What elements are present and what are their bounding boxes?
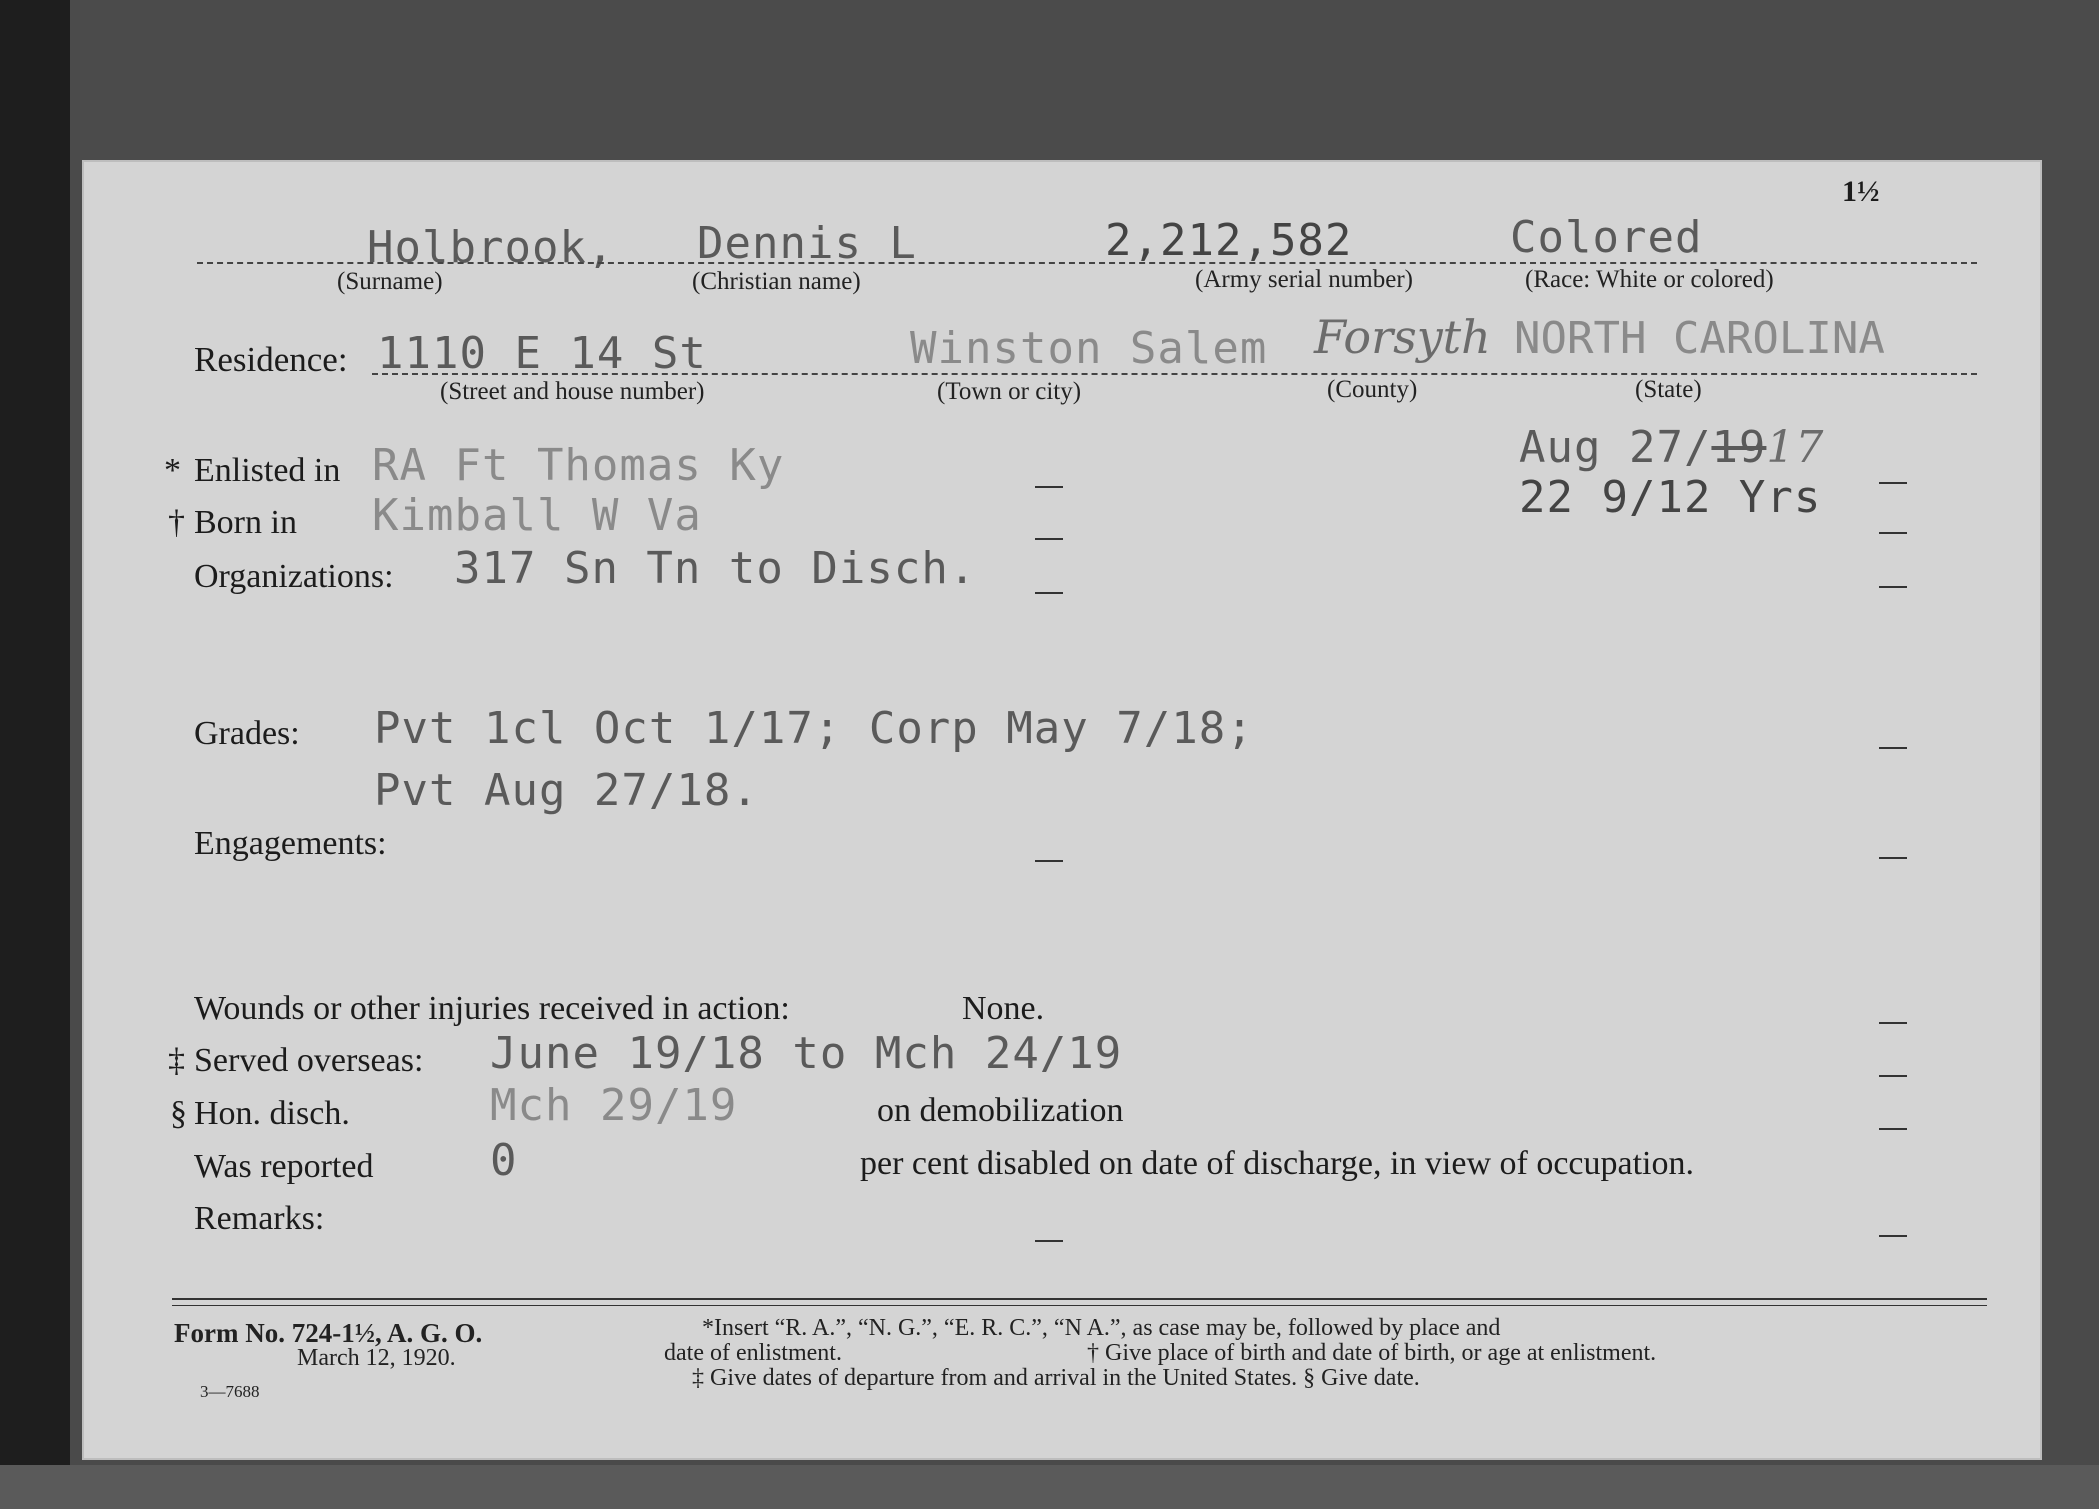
enlisted-value: RA Ft Thomas Ky bbox=[372, 440, 785, 491]
enlisted-date bbox=[1519, 422, 1824, 473]
print-code: 3—7688 bbox=[200, 1382, 260, 1401]
residence-line bbox=[372, 373, 1977, 375]
overseas-label: Served overseas: bbox=[194, 1042, 424, 1079]
enlisted-date-struck: 19 bbox=[1711, 422, 1767, 473]
county-caption: (County) bbox=[1327, 376, 1418, 403]
reported-value: 0 bbox=[490, 1135, 518, 1186]
discharge-reason: on demobilization bbox=[877, 1092, 1124, 1129]
residence-town: Winston Salem bbox=[910, 323, 1268, 374]
enlisted-dash bbox=[1035, 486, 1063, 488]
engagements-dash bbox=[1035, 860, 1063, 862]
discharge-date: Mch 29/19 bbox=[490, 1080, 738, 1131]
organizations-value: 317 Sn Tn to Disch. bbox=[454, 543, 977, 594]
record-card bbox=[82, 160, 2042, 1460]
remarks-dash-right bbox=[1879, 1235, 1907, 1237]
serial-number-value: 2,212,582 bbox=[1105, 215, 1353, 266]
organizations-dash-right bbox=[1879, 586, 1907, 588]
surname-caption: (Surname) bbox=[337, 268, 443, 295]
reported-text: per cent disabled on date of discharge, in view of occupation. bbox=[860, 1145, 1694, 1182]
reported-label: Was reported bbox=[194, 1148, 374, 1185]
grades-line1: Pvt 1cl Oct 1/17; Corp May 7/18; bbox=[374, 703, 1254, 754]
born-dash bbox=[1035, 538, 1063, 540]
born-mark: † bbox=[168, 504, 185, 541]
footnote-line2a: date of enlistment. bbox=[664, 1340, 842, 1366]
wounds-value: None. bbox=[962, 990, 1045, 1027]
race-caption: (Race: White or colored) bbox=[1525, 266, 1774, 293]
remarks-dash bbox=[1035, 1240, 1063, 1242]
enlisted-date-prefix: Aug 27/ bbox=[1519, 422, 1712, 473]
form-date: March 12, 1920. bbox=[297, 1345, 456, 1371]
remarks-label: Remarks: bbox=[194, 1200, 325, 1237]
residence-county: Forsyth bbox=[1314, 310, 1491, 364]
enlisted-mark: * bbox=[164, 452, 181, 489]
residence-street: 1110 E 14 St bbox=[377, 328, 707, 379]
grades-dash-right bbox=[1879, 747, 1907, 749]
background-edge bbox=[0, 0, 70, 1509]
footer-rule-top bbox=[172, 1298, 1987, 1300]
born-label: Born in bbox=[194, 504, 297, 541]
wounds-dash-right bbox=[1879, 1022, 1907, 1024]
born-age: 22 9/12 Yrs bbox=[1519, 472, 1822, 523]
christian-name-value: Dennis L bbox=[697, 218, 917, 269]
enlisted-date-suffix: 17 bbox=[1766, 422, 1825, 473]
name-line bbox=[197, 262, 1977, 264]
footnote-line1: *Insert “R. A.”, “N. G.”, “E. R. C.”, “N A.”, as case may be, followed by place and bbox=[702, 1315, 1501, 1341]
discharge-label: Hon. disch. bbox=[194, 1095, 350, 1132]
background-bottom bbox=[0, 1465, 2099, 1509]
discharge-mark: § bbox=[170, 1095, 187, 1132]
form-number: Form No. 724-1½, A. G. O. bbox=[174, 1318, 483, 1348]
state-caption: (State) bbox=[1635, 376, 1702, 403]
background-top bbox=[70, 0, 2099, 170]
footnote-line3: ‡ Give dates of departure from and arrival in the United States. § Give date. bbox=[692, 1365, 1420, 1391]
organizations-dash bbox=[1035, 592, 1063, 594]
christian-caption: (Christian name) bbox=[692, 268, 861, 295]
grades-label: Grades: bbox=[194, 715, 300, 752]
residence-label: Residence: bbox=[194, 340, 348, 379]
footer-rule-bottom bbox=[172, 1305, 1987, 1306]
surname-value: Holbrook, bbox=[367, 222, 615, 273]
town-caption: (Town or city) bbox=[937, 378, 1082, 405]
serial-caption: (Army serial number) bbox=[1195, 266, 1413, 293]
age-dash bbox=[1879, 482, 1907, 484]
enlisted-label: Enlisted in bbox=[194, 452, 341, 489]
overseas-value: June 19/18 to Mch 24/19 bbox=[490, 1028, 1123, 1079]
age-dash-2 bbox=[1879, 532, 1907, 534]
footnote-line2b: † Give place of birth and date of birth, or age at enlistment. bbox=[1087, 1340, 1657, 1366]
born-value: Kimball W Va bbox=[372, 490, 702, 541]
residence-state: NORTH CAROLINA bbox=[1514, 313, 1885, 364]
overseas-dash-right bbox=[1879, 1075, 1907, 1077]
grades-line2: Pvt Aug 27/18. bbox=[374, 765, 759, 816]
page-fraction: 1½ bbox=[1842, 175, 1880, 208]
engagements-label: Engagements: bbox=[194, 825, 387, 862]
discharge-dash-right bbox=[1879, 1128, 1907, 1130]
overseas-mark: ‡ bbox=[168, 1042, 185, 1079]
organizations-label: Organizations: bbox=[194, 558, 394, 595]
engagements-dash-right bbox=[1879, 857, 1907, 859]
wounds-label: Wounds or other injuries received in action: bbox=[194, 990, 790, 1027]
street-caption: (Street and house number) bbox=[440, 378, 705, 405]
race-value: Colored bbox=[1510, 212, 1703, 263]
